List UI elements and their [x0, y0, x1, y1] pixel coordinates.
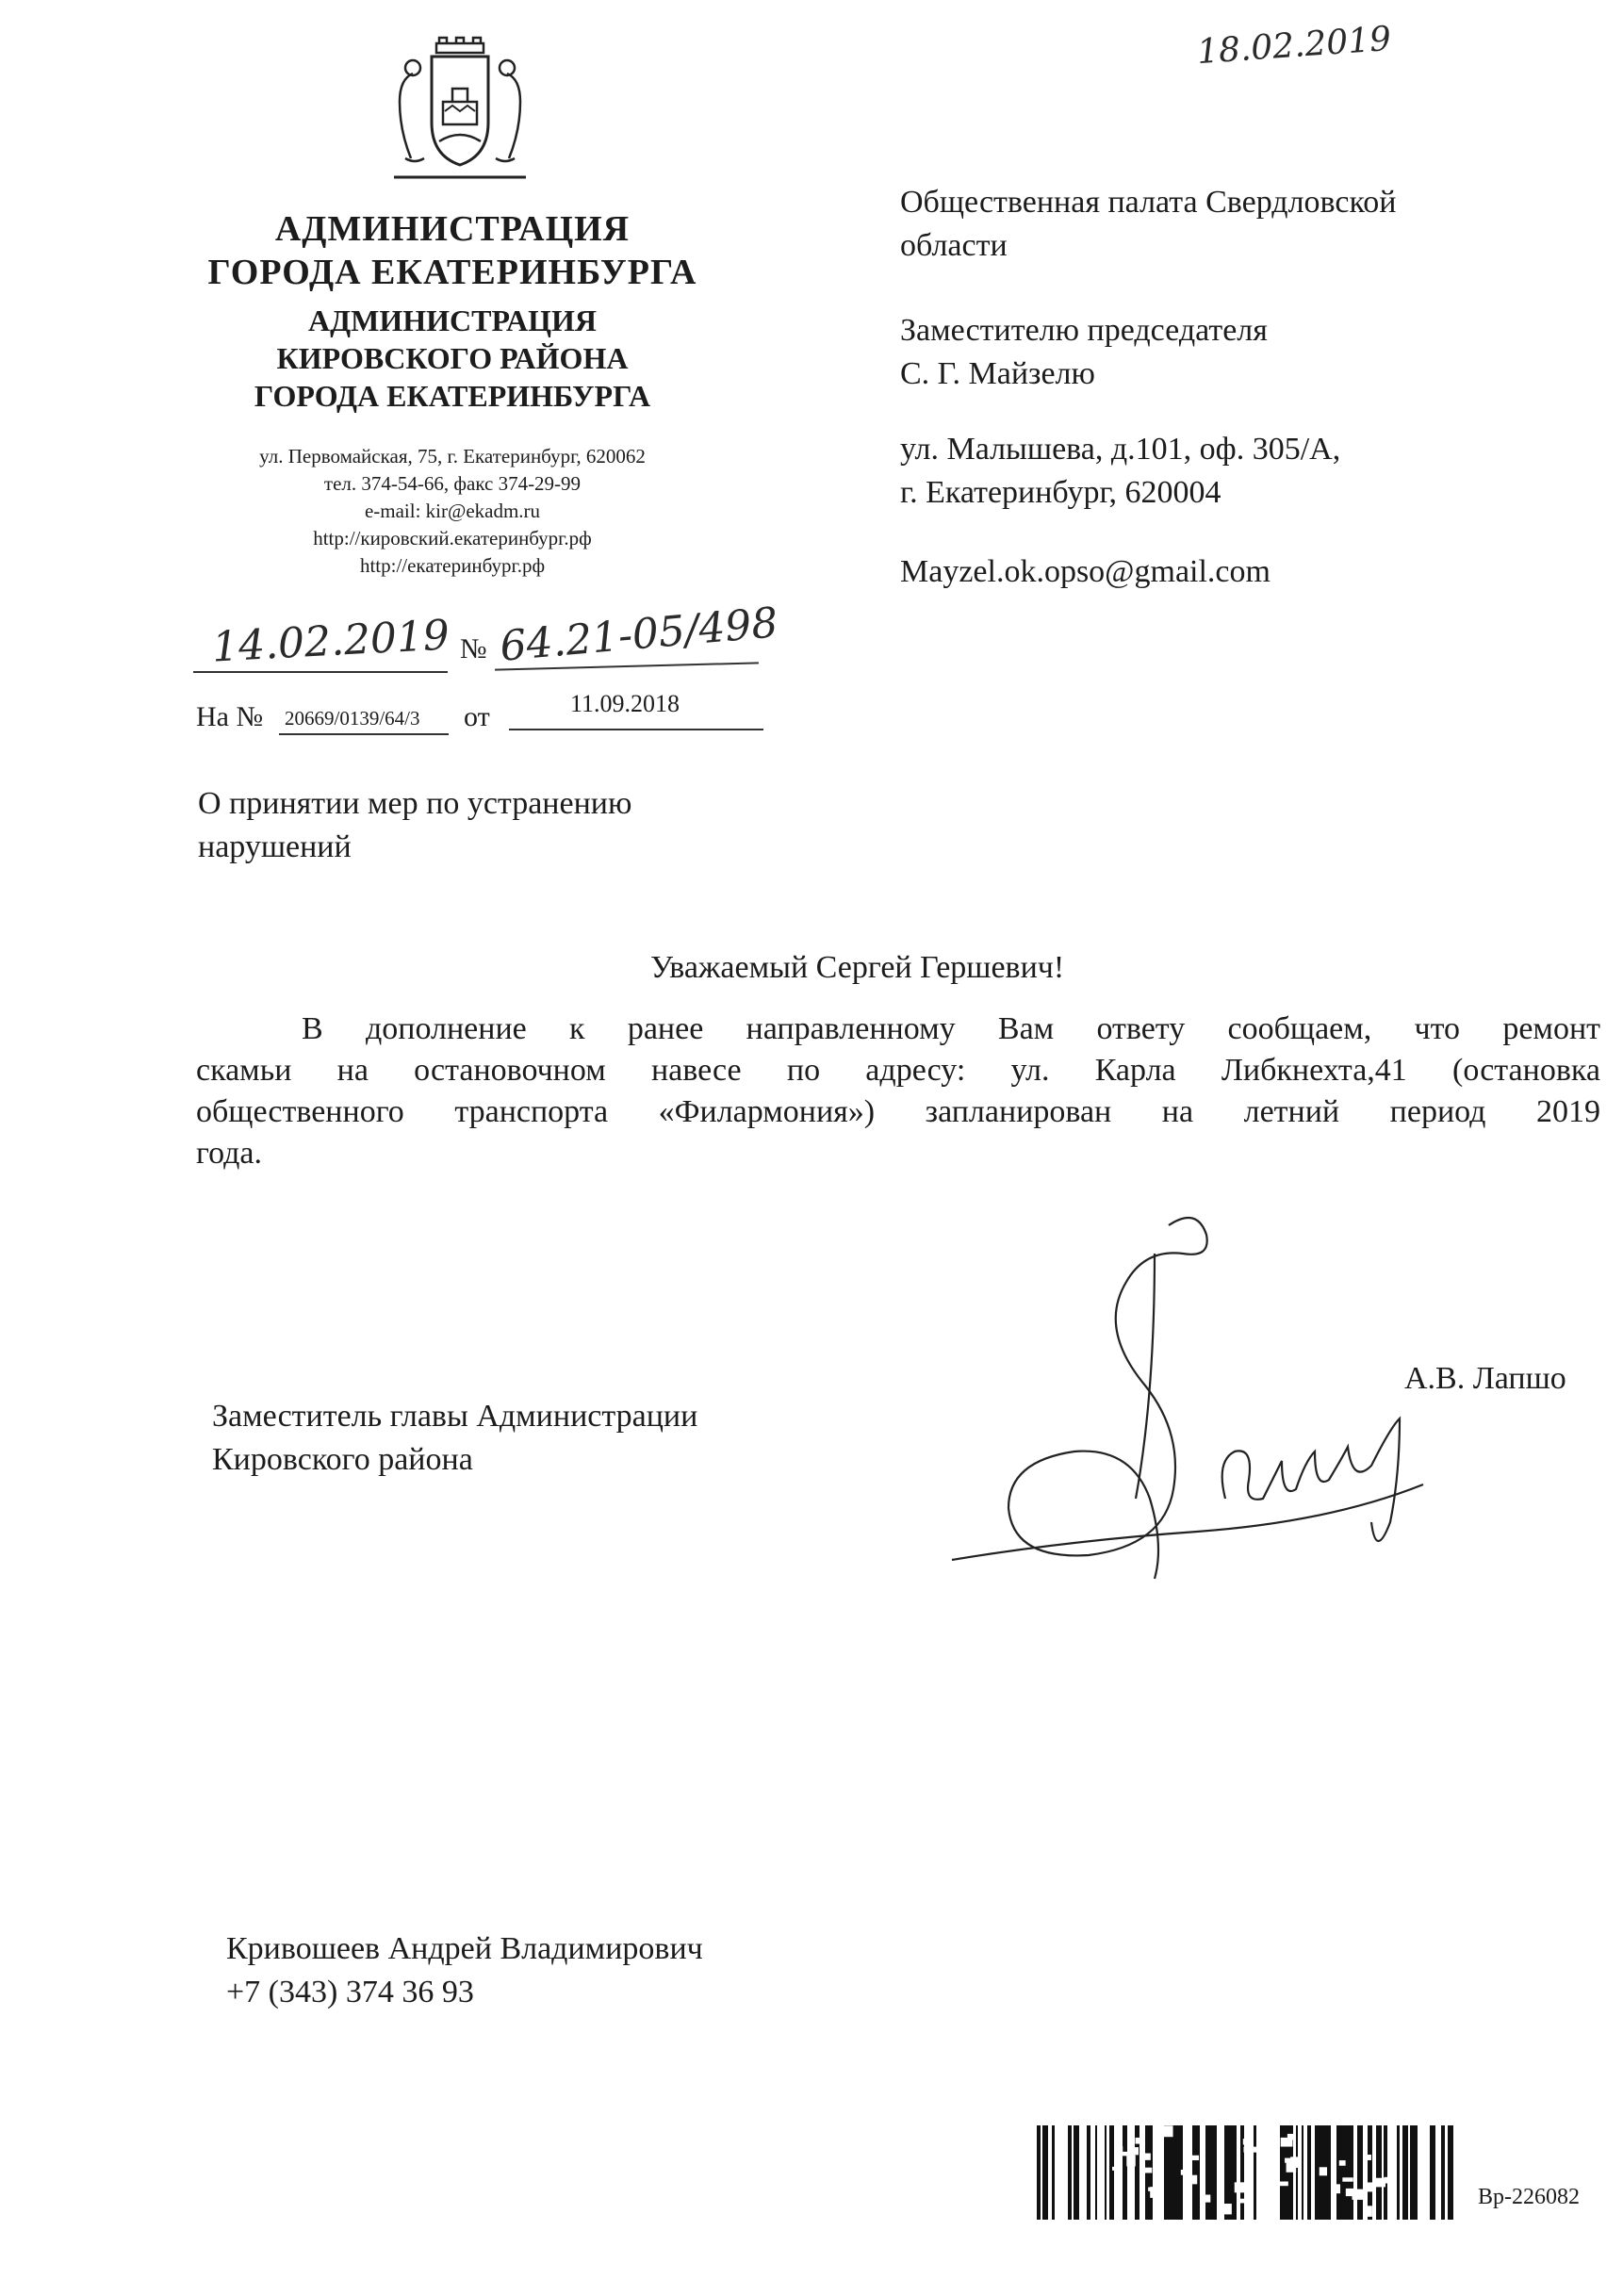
body-line3: общественного транспорта «Филармония») запланирован на летний период 2019 [196, 1094, 1600, 1129]
reference-label: На № [196, 701, 264, 732]
sender-site-district: http://кировский.екатеринбург.рф [313, 527, 592, 549]
sender-phone: тел. 374-54-66, факс 374-29-99 [323, 472, 582, 495]
barcode-bar [1397, 2125, 1400, 2220]
barcode-bar [1441, 2125, 1445, 2220]
barcode-bar [1211, 2125, 1215, 2220]
barcode-gap [1372, 2178, 1385, 2188]
barcode-gap [1363, 2155, 1370, 2160]
barcode-bar [1357, 2125, 1363, 2220]
barcode-bar [1327, 2125, 1331, 2220]
barcode-bar [1402, 2125, 1408, 2220]
barcode-bar [1415, 2125, 1418, 2220]
barcode-gap [1190, 2156, 1199, 2160]
barcode-gap [1342, 2177, 1352, 2181]
barcode-gap [1261, 2206, 1268, 2212]
sender-subtitle-line2: КИРОВСКОГО РАЙОНА [276, 341, 629, 375]
signatory-position [212, 1395, 872, 1482]
sender-title-line2: ГОРОДА ЕКАТЕРИНБУРГА [207, 253, 697, 292]
barcode-bar [1368, 2125, 1372, 2220]
barcode-gap [1384, 2177, 1392, 2184]
barcode-gap [1201, 2195, 1211, 2203]
barcode-bar [1340, 2125, 1345, 2220]
barcode-gap [1364, 2182, 1373, 2191]
barcode-gap [1278, 2181, 1288, 2186]
handwritten-signature [943, 1197, 1470, 1612]
sender-contacts [207, 443, 697, 580]
received-date-handwritten: 18.02.2019 [1195, 19, 1393, 73]
barcode-gap [1142, 2168, 1152, 2173]
barcode-bar [1172, 2125, 1178, 2220]
recipient-org-line2: области [900, 228, 1008, 263]
barcode-bar [1207, 2125, 1211, 2220]
barcode-gap [1287, 2162, 1297, 2173]
barcode-gap [1219, 2204, 1232, 2214]
executor-block [226, 1927, 886, 2014]
barcode-bar [1448, 2125, 1450, 2220]
barcode-bar [1430, 2125, 1435, 2220]
barcode-gap [1128, 2147, 1139, 2155]
signatory-position-line1: Заместитель главы Администрации [212, 1399, 698, 1434]
barcode-bar [1046, 2125, 1048, 2220]
barcode-gap [1116, 2146, 1123, 2153]
barcode-gap [1150, 2187, 1161, 2198]
barcode-gap [1333, 2184, 1340, 2193]
barcode-bar [1307, 2125, 1311, 2220]
recipient-block [900, 181, 1560, 594]
barcode-bar [1345, 2125, 1349, 2220]
barcode-bar [1037, 2125, 1041, 2220]
executor-name: Кривошеев Андрей Владимирович [226, 1931, 703, 1966]
barcode-bar [1296, 2125, 1298, 2220]
barcode-bar [1450, 2125, 1453, 2220]
body-line1: В дополнение к ранее направленному Вам ответу сообщаем, что ремонт [302, 1011, 1600, 1046]
barcode-gap [1270, 2173, 1276, 2180]
reference-number: 20669/0139/64/3 [285, 707, 420, 730]
barcode-bar [1234, 2125, 1237, 2220]
document-barcode [1037, 2125, 1470, 2220]
barcode-bar [1376, 2125, 1382, 2220]
outgoing-number-sign: № [460, 633, 487, 664]
reference-date-underline [509, 729, 763, 730]
subject-line1: О принятии мер по устранению [198, 786, 632, 821]
reference-from-label: от [464, 701, 490, 732]
barcode-bar [1074, 2125, 1079, 2220]
barcode-bar [1205, 2125, 1207, 2220]
sender-subtitle-line3: ГОРОДА ЕКАТЕРИНБУРГА [254, 379, 651, 413]
barcode-gap [1239, 2199, 1249, 2204]
coat-of-arms-emblem [385, 36, 535, 187]
outgoing-date-handwritten: 14.02.2019 [210, 611, 451, 672]
signatory-name: А.В. Лапшо [1404, 1361, 1566, 1396]
recipient-position: Заместителю председателя [900, 313, 1268, 348]
reference-number-underline [279, 733, 449, 735]
barcode-gap [1144, 2154, 1151, 2160]
barcode-graphic [1037, 2125, 1470, 2220]
barcode-bar [1336, 2125, 1340, 2220]
outgoing-number-handwritten: 64.21-05/498 [498, 599, 780, 671]
sender-subtitle-line1: АДМИНИСТРАЦИЯ [308, 303, 597, 337]
barcode-bar [1192, 2125, 1197, 2220]
reference-date: 11.09.2018 [570, 690, 680, 717]
barcode-bar [1412, 2125, 1415, 2220]
barcode-gap [1363, 2206, 1372, 2217]
sender-address: ул. Первомайская, 75, г. Екатеринбург, 620062 [259, 445, 646, 467]
barcode-bar [1302, 2125, 1303, 2220]
barcode-bar [1052, 2125, 1055, 2220]
recipient-org-line1: Общественная палата Свердловской [900, 185, 1397, 220]
barcode-gap [1281, 2138, 1293, 2147]
sender-title-line1: АДМИНИСТРАЦИЯ [274, 209, 631, 249]
barcode-gap [1243, 2147, 1256, 2153]
barcode-bar [1410, 2125, 1412, 2220]
body-line2: скамьи на остановочном навесе по адресу: ул. Карла Либкнехта,41 (остановка [196, 1053, 1600, 1088]
barcode-gap [1136, 2138, 1142, 2144]
barcode-gap [1159, 2125, 1172, 2137]
barcode-gap [1112, 2167, 1123, 2171]
barcode-bar [1123, 2125, 1127, 2220]
outgoing-date-underline [193, 671, 448, 673]
barcode-gap [1352, 2189, 1364, 2200]
barcode-gap [1243, 2139, 1254, 2144]
barcode-code: Вр-226082 [1478, 2185, 1580, 2209]
barcode-bar [1164, 2125, 1167, 2220]
barcode-bar [1087, 2125, 1090, 2220]
barcode-bar [1384, 2125, 1387, 2220]
barcode-gap [1126, 2156, 1135, 2167]
barcode-gap [1264, 2149, 1272, 2155]
barcode-bar [1109, 2125, 1111, 2220]
executor-phone: +7 (343) 374 36 93 [226, 1975, 474, 2009]
recipient-name: С. Г. Майзелю [900, 356, 1095, 391]
subject-line2: нарушений [198, 829, 352, 864]
barcode-bar [1095, 2125, 1097, 2220]
body-line4: года. [196, 1136, 263, 1171]
barcode-gap [1181, 2170, 1192, 2175]
greeting: Уважаемый Сергей Гершевич! [650, 950, 1065, 985]
barcode-bar [1254, 2125, 1256, 2220]
signatory-position-line2: Кировского района [212, 1442, 473, 1477]
barcode-bar [1105, 2125, 1107, 2220]
letter-body [196, 1009, 1600, 1174]
barcode-bar [1197, 2125, 1200, 2220]
sender-header [170, 207, 735, 415]
sender-email: e-mail: kir@ekadm.ru [364, 500, 541, 522]
barcode-bar [1111, 2125, 1114, 2220]
barcode-bar [1315, 2125, 1317, 2220]
barcode-bar [1349, 2125, 1353, 2220]
barcode-gap [1190, 2175, 1197, 2185]
barcode-bar [1167, 2125, 1172, 2220]
barcode-bar [1042, 2125, 1046, 2220]
recipient-email: Mayzel.ok.opso@gmail.com [900, 554, 1271, 589]
barcode-gap [1339, 2160, 1346, 2166]
recipient-address-line2: г. Екатеринбург, 620004 [900, 475, 1221, 510]
sender-site-city: http://екатеринбург.рф [359, 554, 546, 577]
barcode-gap [1320, 2167, 1327, 2175]
barcode-gap [1235, 2182, 1250, 2192]
barcode-bar [1068, 2125, 1072, 2220]
barcode-bar [1215, 2125, 1217, 2220]
recipient-address-line1: ул. Малышева, д.101, оф. 305/А, [900, 432, 1341, 467]
subject [198, 782, 801, 869]
